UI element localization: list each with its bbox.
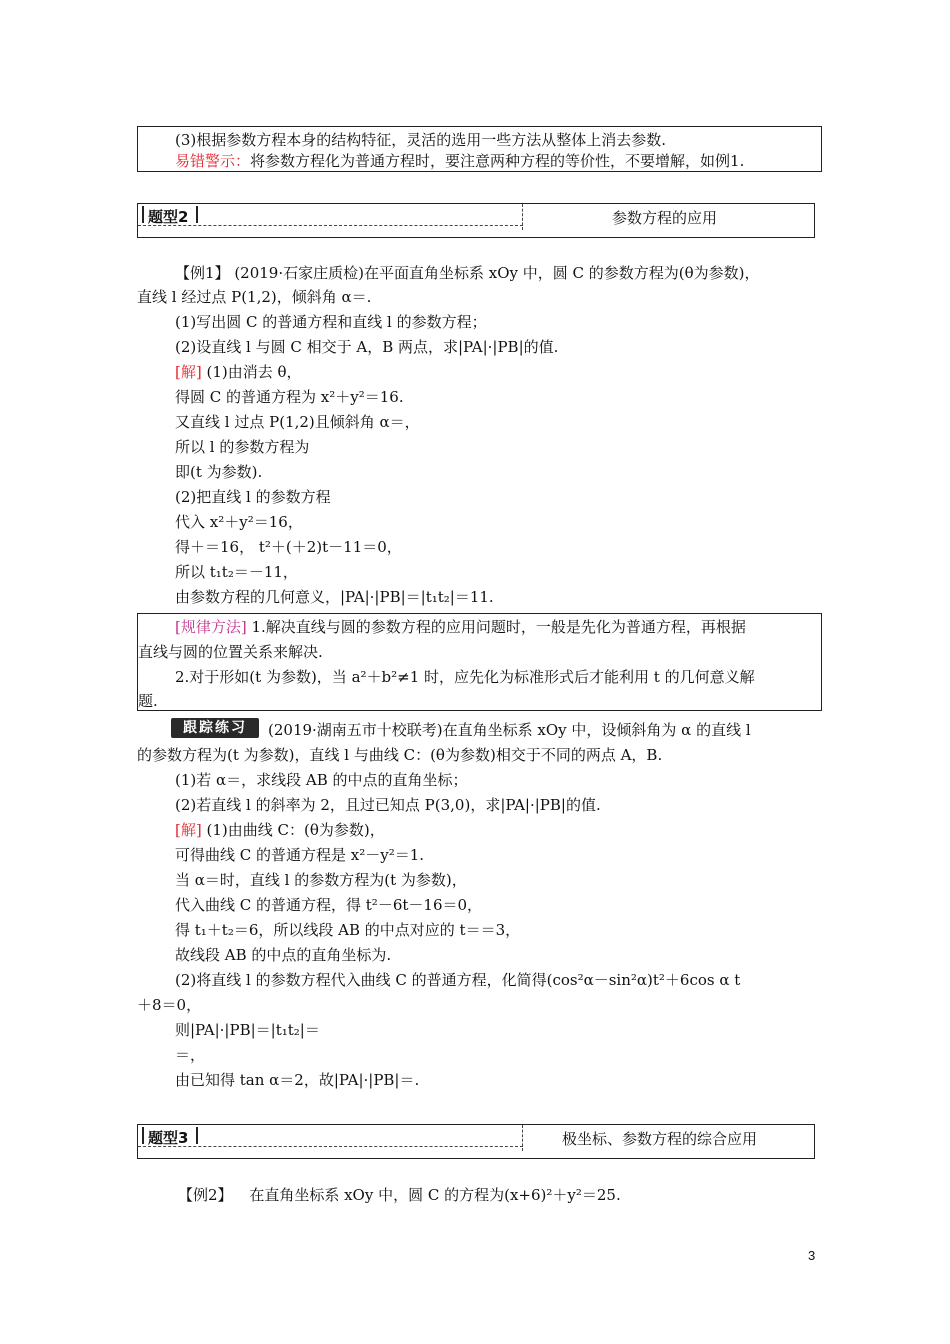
practice-solution-1 <box>175 820 385 840</box>
section-header-3 <box>137 1124 815 1159</box>
practice-stem-2: 的参数方程为(t 为参数)，直线 l 与曲线 C：(θ为参数)相交于不同的两点 A，B. <box>137 746 663 764</box>
practice-badge: 跟踪练习 <box>171 718 259 738</box>
example1-q2: (2)设直线 l 与圆 C 相交于 A，B 两点，求|PA|·|PB|的值. <box>175 338 559 356</box>
example1-q1: (1)写出圆 C 的普通方程和直线 l 的参数方程； <box>175 313 487 331</box>
example1-solution-3: 又直线 l 过点 P(1,2)且倾斜角 α＝， <box>175 413 420 431</box>
section-badge-3 <box>138 1125 523 1147</box>
example1-solution-7: 代入 x²＋y²＝16， <box>175 513 303 531</box>
example1-solution-5: 即(t 为参数). <box>175 463 263 481</box>
practice-solution-11: 由已知得 tan α＝2，故|PA|·|PB|＝. <box>175 1071 420 1089</box>
practice-solution-label: [解] <box>175 821 202 839</box>
example1-label: 【例1】 <box>175 264 230 282</box>
section-badge-2 <box>138 204 523 226</box>
example1-solution-2: 得圆 C 的普通方程为 x²＋y²＝16. <box>175 388 404 406</box>
example1-solution-9: 所以 t₁t₂＝－11， <box>175 563 298 581</box>
practice-solution-5: 得 t₁＋t₂＝6，所以线段 AB 的中点对应的 t＝＝3， <box>175 921 521 939</box>
practice-solution-2: 可得曲线 C 的普通方程是 x²－y²＝1. <box>175 846 425 864</box>
rule-line-1b: 直线与圆的位置关系来解决. <box>138 643 323 661</box>
practice-solution-7: (2)将直线 l 的参数方程代入曲线 C 的普通方程，化简得(cos²α－sin²α)t²＋6cos α t <box>175 971 741 989</box>
section-badge-label-2: 题型2 <box>148 208 189 226</box>
example2-stem-text: 在直角坐标系 xOy 中，圆 C 的方程为(x+6)²＋y²＝25. <box>249 1186 621 1204</box>
solution-label: [解] <box>175 363 202 381</box>
practice-stem-1: (2019·湖南五市十校联考)在直角坐标系 xOy 中，设倾斜角为 α 的直线 l <box>268 721 751 739</box>
example1-solution-6: (2)把直线 l 的参数方程 <box>175 488 331 506</box>
tip-box <box>137 126 822 172</box>
practice-q2: (2)若直线 l 的斜率为 2，且过已知点 P(3,0)，求|PA|·|PB|的值. <box>175 796 601 814</box>
solution-text: (1)由消去 θ， <box>206 363 302 381</box>
rule-label: [规律方法] <box>175 618 247 636</box>
section-badge-label-3: 题型3 <box>148 1129 189 1147</box>
example1-stem-2: 直线 l 经过点 P(1,2)，倾斜角 α＝. <box>137 288 372 306</box>
rule-text-1a: 1.解决直线与圆的参数方程的应用问题时，一般是先化为普通方程，再根据 <box>251 618 746 636</box>
section-title-3: 极坐标、参数方程的综合应用 <box>562 1130 758 1148</box>
example1-solution-10: 由参数方程的几何意义，|PA|·|PB|＝|t₁t₂|＝11. <box>175 588 494 606</box>
practice-solution-10: ＝， <box>175 1046 206 1064</box>
example2-label: 【例2】 <box>178 1186 233 1204</box>
warning-text: 将参数方程化为普通方程时，要注意两种方程的等价性，不要增解，如例1. <box>250 152 745 170</box>
practice-solution-4: 代入曲线 C 的普通方程，得 t²－6t－16＝0， <box>175 896 483 914</box>
practice-solution-text: (1)由曲线 C：(θ为参数)， <box>206 821 385 839</box>
example1-solution-1 <box>175 362 302 382</box>
example1-stem-1 <box>175 262 760 283</box>
rule-box <box>137 613 822 711</box>
example1-stem-text: (2019·石家庄质检)在平面直角坐标系 xOy 中，圆 C 的参数方程为(θ为参数)， <box>234 264 760 282</box>
section-title-2: 参数方程的应用 <box>612 209 718 227</box>
practice-solution-3: 当 α＝时，直线 l 的参数方程为(t 为参数)， <box>175 871 467 889</box>
tip-warning <box>175 150 744 171</box>
example1-solution-4: 所以 l 的参数方程为 <box>175 438 310 456</box>
example2-stem <box>178 1184 621 1205</box>
rule-line-2a: 2.对于形如(t 为参数)，当 a²＋b²≠1 时，应先化为标准形式后才能利用 t 的几何意义解 <box>175 668 755 686</box>
example1-solution-8: 得＋＝16， t²＋(＋2)t－11＝0， <box>175 538 402 556</box>
tip-line-1: (3)根据参数方程本身的结构特征，灵活的选用一些方法从整体上消去参数. <box>175 131 667 149</box>
section-header-2 <box>137 203 815 238</box>
rule-line-1a <box>175 616 746 637</box>
practice-solution-6: 故线段 AB 的中点的直角坐标为. <box>175 946 392 964</box>
practice-q1: (1)若 α＝，求线段 AB 的中点的直角坐标； <box>175 771 468 789</box>
practice-solution-8: ＋8＝0， <box>137 996 202 1014</box>
practice-solution-9: 则|PA|·|PB|＝|t₁t₂|＝ <box>175 1021 320 1039</box>
rule-line-2b: 题. <box>138 692 158 710</box>
warning-label: 易错警示： <box>175 152 251 170</box>
page-number: 3 <box>808 1248 816 1263</box>
